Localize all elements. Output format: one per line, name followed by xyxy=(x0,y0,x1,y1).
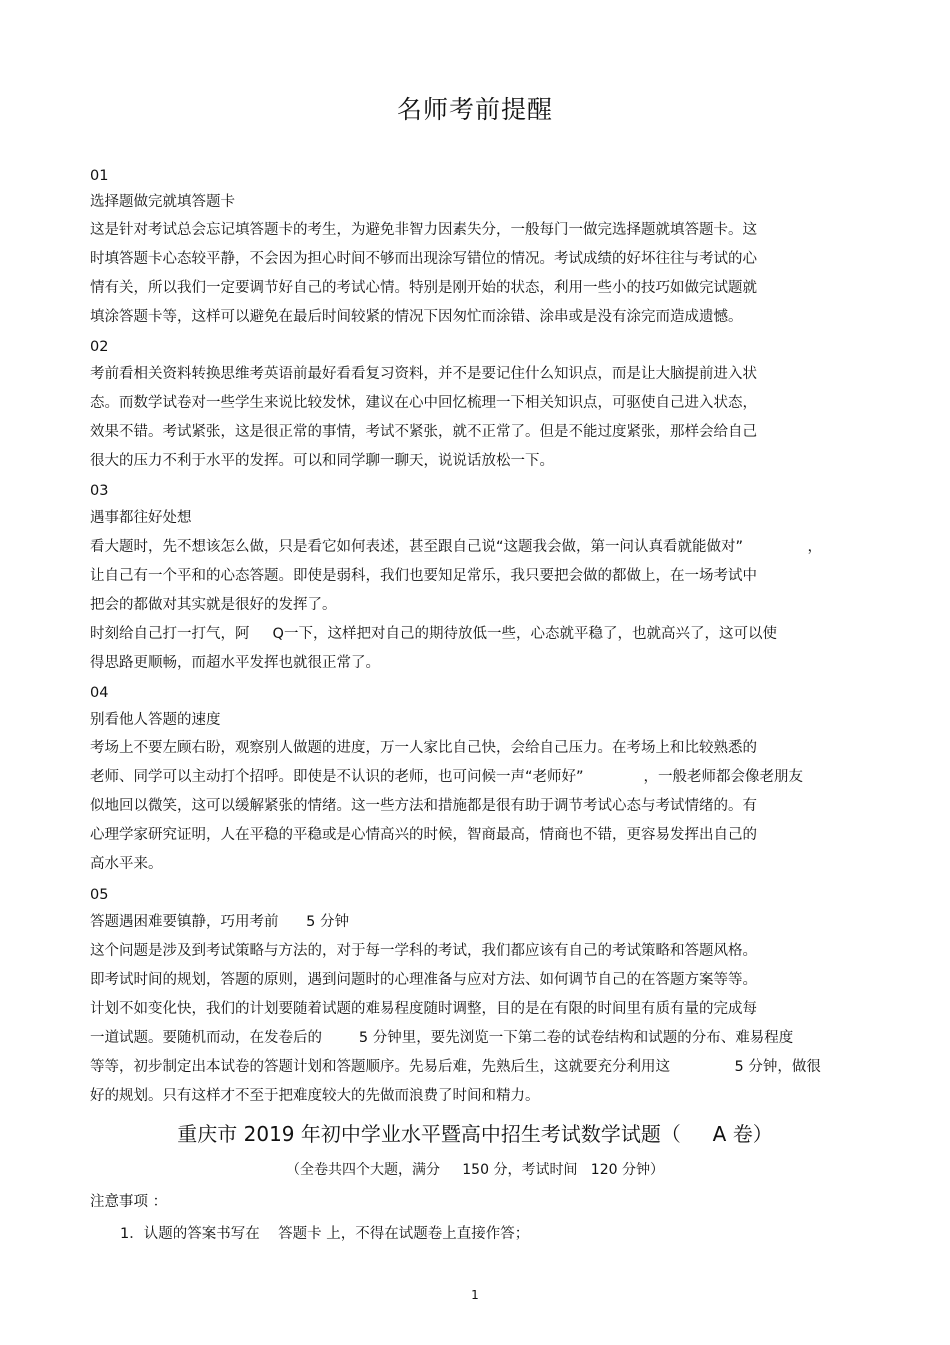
paragraph-line: 考场上不要左顾右盼，观察别人做题的进度，万一人家比自己快，会给自己压力。在考场上和比较熟悉的 xyxy=(90,740,757,756)
paragraph-line: 等等，初步制定出本试卷的答题计划和答题顺序。先易后难，先熟后生，这就要充分利用这 5 分钟，做很 xyxy=(90,1059,821,1075)
section-heading: 答题遇困难要镇静，巧用考前 5 分钟 xyxy=(90,914,349,930)
page-number: 1 xyxy=(471,1288,479,1302)
section-heading: 别看他人答题的速度 xyxy=(90,712,221,728)
paragraph-line: 态。而数学试卷对一些学生来说比较发怵，建议在心中回忆梳理一下相关知识点，可驱使自己进入状态， xyxy=(90,395,757,411)
paragraph-line: 填涂答题卡等，这样可以避免在最后时间较紧的情况下因匆忙而涂错、涂串或是没有涂完而造成遗憾。 xyxy=(90,309,743,325)
section-heading: 选择题做完就填答题卡 xyxy=(90,194,235,210)
section-number: 03 xyxy=(90,483,109,499)
paragraph-line: 即考试时间的规划，答题的原则，遇到问题时的心理准备与应对方法、如何调节自己的在答题方案等等。 xyxy=(90,972,757,988)
paragraph-line: 这是针对考试总会忘记填答题卡的考生，为避免非智力因素失分，一般每门一做完选择题就填答题卡。这 xyxy=(90,222,757,238)
exam-title: 重庆市 2019 年初中学业水平暨高中招生考试数学试题（ A 卷） xyxy=(177,1122,773,1146)
paragraph-line: 高水平来。 xyxy=(90,856,163,872)
paragraph-line: 心理学家研究证明，人在平稳的平稳或是心情高兴的时候，智商最高，情商也不错，更容易发挥出自己的 xyxy=(90,827,757,843)
paragraph-line: 让自己有一个平和的心态答题。即使是弱科，我们也要知足常乐，我只要把会做的都做上，在一场考试中 xyxy=(90,568,757,584)
paragraph-line: 这个问题是涉及到考试策略与方法的，对于每一学科的考试，我们都应该有自己的考试策略和答题风格。 xyxy=(90,943,757,959)
paragraph-line: 老师、同学可以主动打个招呼。即使是不认识的老师，也可问候一声“老师好” ，一般老师都会像老朋友 xyxy=(90,769,803,785)
exam-subtitle: （全卷共四个大题，满分 150 分，考试时间 120 分钟） xyxy=(286,1162,664,1178)
paragraph-line: 看大题时，先不想该怎么做，只是看它如何表述，甚至跟自己说“这题我会做，第一问认真看就能做对” ， xyxy=(90,539,823,555)
notice-label: 注意事项 ： xyxy=(90,1194,168,1210)
paragraph-line: 情有关，所以我们一定要调节好自己的考试心情。特别是刚开始的状态，利用一些小的技巧如做完试题就 xyxy=(90,280,757,296)
section-heading: 遇事都往好处想 xyxy=(90,510,192,526)
section-number: 04 xyxy=(90,685,109,701)
paragraph-line: 一道试题。要随机而动，在发卷后的 5 分钟里，要先浏览一下第二卷的试卷结构和试题的分布、难易程度 xyxy=(90,1030,794,1046)
section-number: 02 xyxy=(90,339,109,355)
section-number: 05 xyxy=(90,887,109,903)
paragraph-line: 考前看相关资料转换思维考英语前最好看看复习资料，并不是要记住什么知识点，而是让大脑提前进入状 xyxy=(90,366,757,382)
paragraph-line: 似地回以微笑，这可以缓解紧张的情绪。这一些方法和措施都是很有助于调节考试心态与考试情绪的。有 xyxy=(90,798,757,814)
paragraph-line: 好的规划。只有这样才不至于把难度较大的先做而浪费了时间和精力。 xyxy=(90,1088,540,1104)
paragraph-line: 计划不如变化快，我们的计划要随着试题的难易程度随时调整，目的是在有限的时间里有质有量的完成每 xyxy=(90,1001,757,1017)
page-title: 名师考前提醒 xyxy=(396,95,553,124)
paragraph-line: 效果不错。考试紧张，这是很正常的事情，考试不紧张，就不正常了。但是不能过度紧张，那样会给自己 xyxy=(90,424,757,440)
section-number: 01 xyxy=(90,168,109,184)
paragraph-line: 得思路更顺畅，而超水平发挥也就很正常了。 xyxy=(90,655,380,671)
paragraph-line: 时刻给自己打一打气，阿 Q一下，这样把对自己的期待放低一些，心态就平稳了，也就高兴了，这可以使 xyxy=(90,626,777,642)
paragraph-line: 很大的压力不利于水平的发挥。可以和同学聊一聊天，说说话放松一下。 xyxy=(90,453,554,469)
notice-item: 1．认题的答案书写在 答题卡 上，不得在试题卷上直接作答； xyxy=(120,1226,530,1242)
paragraph-line: 把会的都做对其实就是很好的发挥了。 xyxy=(90,597,337,613)
paragraph-line: 时填答题卡心态较平静，不会因为担心时间不够而出现涂写错位的情况。考试成绩的好坏往往与考试的心 xyxy=(90,251,757,267)
